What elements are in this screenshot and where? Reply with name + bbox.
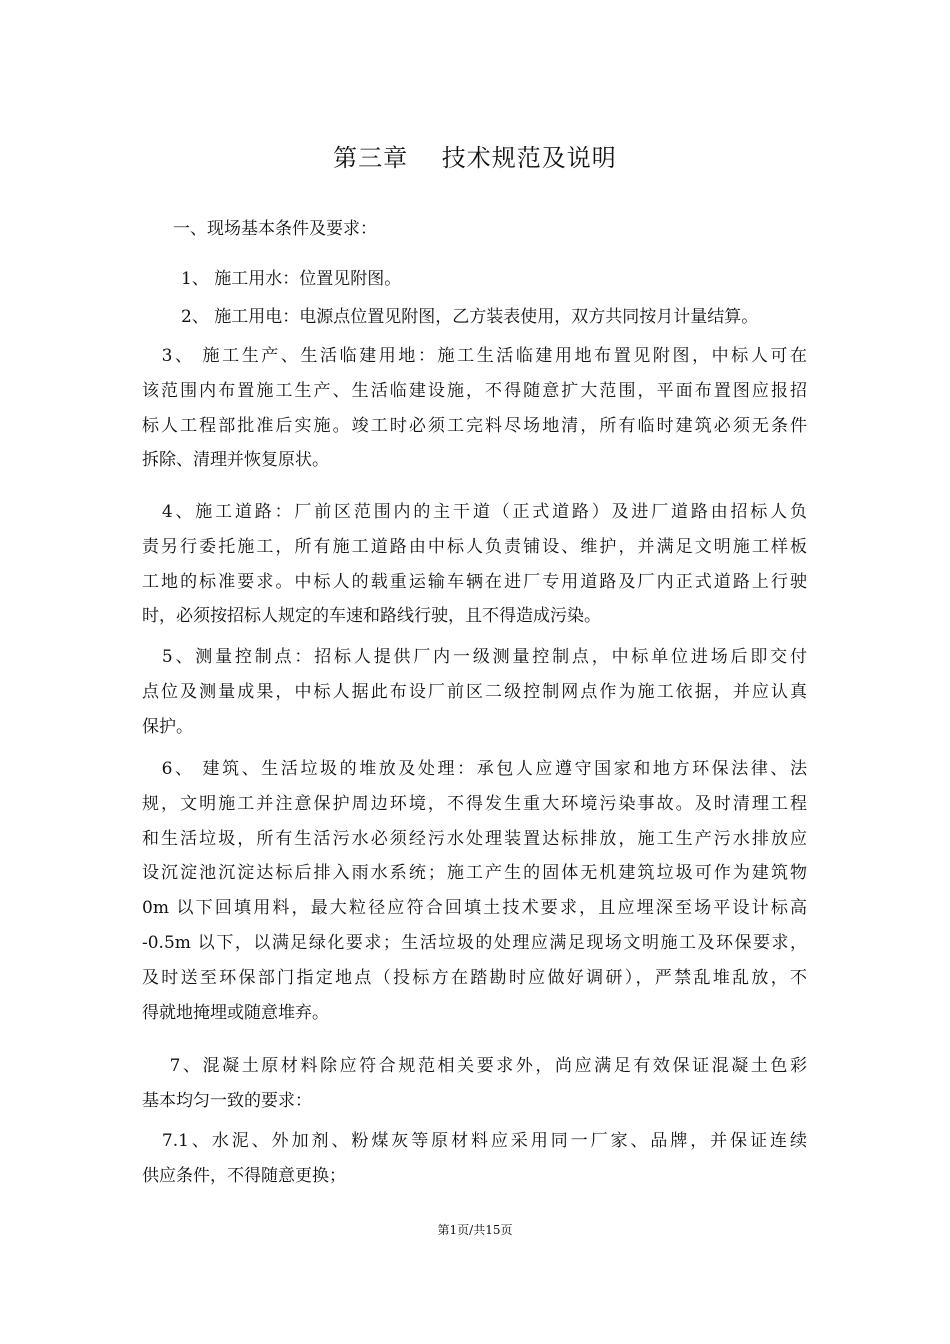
paragraph-line: 点位及测量成果，中标人据此布设厂前区二级控制网点作为施工依据，并应认真 xyxy=(142,681,807,702)
paragraph-line: 规，文明施工并注意保护周边环境，不得发生重大环境污染事故。及时清理工程 xyxy=(142,793,807,814)
paragraph-line: 7、混凝土原材料除应符合规范相关要求外，尚应满足有效保证混凝土色彩 xyxy=(142,1056,807,1076)
paragraph-line: 5、测量控制点：招标人提供厂内一级测量控制点，中标单位进场后即交付 xyxy=(142,647,807,667)
paragraph-line: 4、施工道路：厂前区范围内的主干道（正式道路）及进厂道路由招标人负 xyxy=(142,502,807,522)
paragraph-line: 设沉淀池沉淀达标后排入雨水系统；施工产生的固体无机建筑垃圾可作为建筑物 xyxy=(142,863,807,884)
paragraph-line: 工地的标准要求。中标人的载重运输车辆在进厂专用道路及厂内正式道路上行驶 xyxy=(142,571,807,592)
paragraph-line: 保护。 xyxy=(142,716,193,737)
paragraph-line: 及时送至环保部门指定地点（投标方在踏勘时应做好调研），严禁乱堆乱放，不 xyxy=(142,967,807,988)
paragraph-line: 3、 施工生产、生活临建用地：施工生活临建用地布置见附图，中标人可在 xyxy=(142,346,807,366)
paragraph-concrete xyxy=(142,1049,807,1119)
paragraph-roads xyxy=(142,495,807,634)
item-water: 1、 施工用水：位置见附图。 xyxy=(181,269,402,289)
paragraph-survey-points xyxy=(142,640,807,744)
paragraph-line: 7.1、水泥、外加剂、粉煤灰等原材料应采用同一厂家、品牌，并保证连续 xyxy=(142,1131,807,1151)
paragraph-line: 0m 以下回填用料，最大粒径应符合回填土技术要求，且应埋深至场平设计标高 xyxy=(142,898,807,919)
paragraph-line: 得就地掩埋或随意堆弃。 xyxy=(142,1002,329,1023)
paragraph-line: 和生活垃圾，所有生活污水必须经污水处理装置达标排放，施工生产污水排放应 xyxy=(142,828,807,849)
paragraph-line: -0.5m 以下，以满足绿化要求；生活垃圾的处理应满足现场文明施工及环保要求， xyxy=(142,932,807,953)
paragraph-materials xyxy=(142,1124,807,1194)
paragraph-line: 责另行委托施工，所有施工道路由中标人负责铺设、维护，并满足文明施工样板 xyxy=(142,536,807,557)
paragraph-line: 拆除、清理并恢复原状。 xyxy=(142,450,329,471)
paragraph-temporary-land xyxy=(142,339,807,478)
paragraph-line: 时，必须按招标人规定的车速和路线行驶，且不得造成污染。 xyxy=(142,606,601,627)
chapter-title: 第三章 技术规范及说明 xyxy=(333,144,617,172)
paragraph-line: 基本均匀一致的要求： xyxy=(142,1090,312,1111)
section-heading: 一、现场基本条件及要求： xyxy=(173,219,377,239)
paragraph-line: 该范围内布置施工生产、生活临建设施，不得随意扩大范围，平面布置图应报招 xyxy=(142,380,807,401)
paragraph-line: 标人工程部批准后实施。竣工时必须工完料尽场地清，所有临时建筑必须无条件 xyxy=(142,415,807,436)
paragraph-waste xyxy=(142,752,807,1030)
item-power: 2、 施工用电：电源点位置见附图，乙方装表使用，双方共同按月计量结算。 xyxy=(181,307,759,327)
paragraph-line: 6、 建筑、生活垃圾的堆放及处理：承包人应遵守国家和地方环保法律、法 xyxy=(142,759,807,779)
page-number: 第1页/共15页 xyxy=(437,1223,513,1237)
paragraph-line: 供应条件，不得随意更换； xyxy=(142,1165,346,1186)
